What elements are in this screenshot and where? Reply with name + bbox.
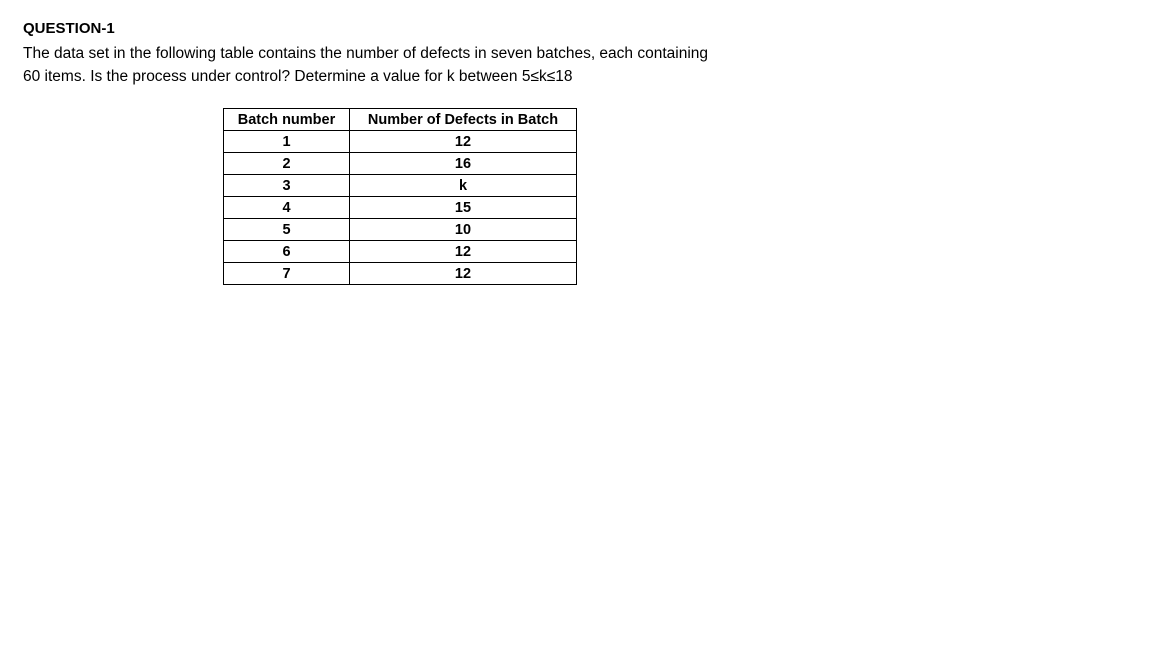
question-text-line-1: The data set in the following table contains the number of defects in seven batches, each containing: [23, 45, 709, 62]
batch-number-cell: 6: [224, 241, 350, 263]
defects-cell: k: [350, 175, 577, 197]
question-title: QUESTION-1: [23, 20, 115, 37]
table-row: [224, 219, 577, 241]
question-text-line-2: 60 items. Is the process under control? Determine a value for k between 5≤k≤18: [23, 68, 573, 85]
batch-number-cell: 1: [224, 131, 350, 153]
batch-number-cell: 5: [224, 219, 350, 241]
batch-number-cell: 2: [224, 153, 350, 175]
defects-cell: 12: [350, 263, 577, 285]
defects-cell: 16: [350, 153, 577, 175]
table-row: [224, 241, 577, 263]
defects-cell: 10: [350, 219, 577, 241]
table-header-row: [224, 109, 577, 131]
defects-cell: 12: [350, 131, 577, 153]
table-row: [224, 197, 577, 219]
defects-table: [223, 108, 577, 285]
defects-cell: 15: [350, 197, 577, 219]
batch-number-cell: 4: [224, 197, 350, 219]
question-text: [23, 42, 823, 88]
batch-number-cell: 3: [224, 175, 350, 197]
table-row: [224, 175, 577, 197]
header-number-of-defects: Number of Defects in Batch: [350, 109, 577, 131]
table-row: [224, 153, 577, 175]
defects-cell: 12: [350, 241, 577, 263]
batch-number-cell: 7: [224, 263, 350, 285]
table-row: [224, 131, 577, 153]
header-batch-number: Batch number: [224, 109, 350, 131]
table-row: [224, 263, 577, 285]
